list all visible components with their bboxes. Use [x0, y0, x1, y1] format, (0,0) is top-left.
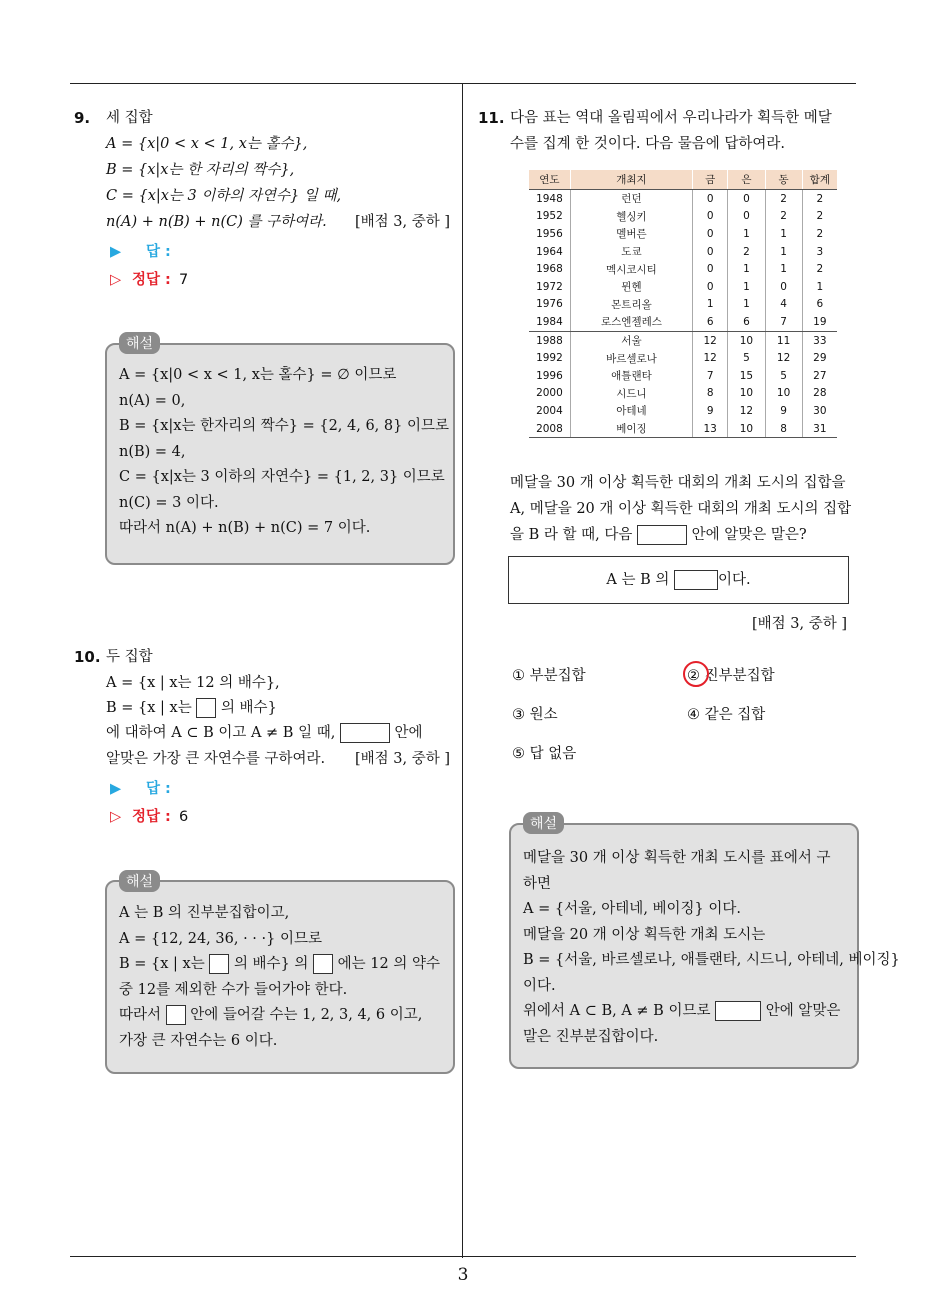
explanation-line: A = {서울, 아테네, 베이징} 이다.	[523, 901, 742, 917]
explanation-line: 하면	[523, 875, 552, 892]
table-cell: 1968	[536, 263, 563, 276]
table-cell: 29	[802, 349, 837, 367]
option-5[interactable]: ⑤ 답 없음	[512, 746, 577, 762]
medal-table	[529, 170, 837, 438]
table-row	[529, 420, 837, 438]
explanation-text: 따라서	[119, 1007, 162, 1023]
table-cell: 2008	[529, 420, 570, 438]
explanation-line: 중 12를 제외한 수가 들어가야 한다.	[119, 981, 348, 998]
explanation-text: 의 배수} 의	[233, 956, 309, 972]
table-cell: 0	[693, 260, 728, 278]
table-cell: 10	[728, 385, 765, 403]
table-cell: 0	[693, 190, 728, 208]
table-cell: 6	[802, 296, 837, 314]
table-cell: 1984	[529, 313, 570, 331]
table-cell: 도쿄	[570, 243, 692, 261]
explanation-line	[119, 952, 440, 978]
table-cell: 4	[765, 296, 802, 314]
statement-text: A 는 B 의	[606, 572, 670, 588]
blank-box	[674, 570, 718, 590]
explanation-line: C = {x|x는 3 이하의 자연수} = {1, 2, 3} 이므로	[119, 469, 445, 485]
table-cell: 11	[765, 331, 802, 349]
table-cell: 2004	[536, 404, 563, 417]
correct-marker-icon: ▷	[110, 809, 122, 825]
table-cell: 1	[728, 278, 765, 296]
table-cell: 1976	[536, 298, 563, 311]
explanation-line: 따라서 n(A) + n(B) + n(C) = 7 이다.	[119, 520, 371, 536]
table-cell: 28	[802, 385, 837, 403]
score-tag: [배점 3, 중하 ]	[355, 751, 451, 767]
table-cell: 31	[802, 420, 837, 438]
explanation-title: 해설	[119, 332, 160, 354]
table-cell: 1996	[536, 369, 563, 382]
table-cell: 로스엔젤레스	[570, 313, 692, 331]
table-row	[529, 313, 837, 331]
table-cell: 10	[728, 331, 765, 349]
table-cell: 1	[765, 260, 802, 278]
explanation-line: 메달을 30 개 이상 획득한 개최 도시를 표에서 구	[523, 850, 831, 866]
table-cell: 12	[765, 349, 802, 367]
table-cell: 0	[693, 208, 728, 226]
table-cell: 33	[802, 331, 837, 349]
table-cell: 6	[693, 313, 728, 331]
table-cell: 2	[802, 190, 837, 208]
table-cell: 12	[693, 331, 728, 349]
question-text: 메달을 30 개 이상 획득한 대회의 개최 도시의 집합을	[510, 475, 846, 491]
correct-marker-icon: ▷	[110, 272, 122, 288]
score-tag: [배점 3, 중하 ]	[355, 214, 451, 230]
statement-box	[508, 556, 849, 604]
correct-answer-label: 정답 :	[132, 809, 171, 825]
table-row	[529, 385, 837, 403]
table-cell: 2	[802, 260, 837, 278]
explanation-line: 말은 진부분집합이다.	[523, 1028, 659, 1045]
table-header: 은	[728, 170, 765, 190]
question-text: 수를 집계 한 것이다. 다음 물음에 답하여라.	[510, 136, 785, 152]
table-cell: 아테네	[570, 402, 692, 420]
explanation-text: 안에 들어갈 수는 1, 2, 3, 4, 6 이고,	[190, 1007, 423, 1023]
explanation-text: 에는 12 의 약수	[337, 956, 440, 972]
table-cell: 1	[728, 260, 765, 278]
table-cell: 2	[802, 225, 837, 243]
explanation-line	[119, 1003, 440, 1029]
table-cell: 2	[728, 243, 765, 261]
condition-text: 에 대하여 A ⊂ B 이고 A ≠ B 일 때,	[106, 725, 336, 741]
table-cell: 0	[765, 278, 802, 296]
condition-line	[106, 723, 423, 743]
question-number: 11.	[478, 109, 505, 127]
question-number: 10.	[74, 648, 101, 666]
table-cell: 1952	[536, 210, 563, 223]
answer-arrow-icon: ▶	[110, 781, 122, 797]
table-cell: 2	[765, 190, 802, 208]
table-cell: 헬싱키	[570, 208, 692, 226]
explanation-line: n(C) = 3 이다.	[119, 494, 219, 511]
table-row	[529, 208, 837, 226]
blank-box	[166, 1005, 186, 1025]
table-cell: 3	[802, 243, 837, 261]
question-text: 다음 표는 역대 올림픽에서 우리나라가 획득한 메달	[510, 110, 832, 126]
table-cell: 2	[802, 208, 837, 226]
set-a-definition: A = {x|0 < x < 1, x는 홀수},	[106, 136, 308, 152]
explanation-line	[523, 999, 900, 1025]
table-cell: 베이징	[570, 420, 692, 438]
table-cell: 7	[765, 313, 802, 331]
table-header: 동	[765, 170, 802, 190]
explanation-line: A = {x|0 < x < 1, x는 홀수} = ∅ 이므로	[119, 367, 397, 383]
table-row	[529, 402, 837, 420]
table-cell: 0	[693, 278, 728, 296]
table-cell: 12	[728, 402, 765, 420]
explanation-text: B = {x | x는	[119, 956, 205, 972]
explanation-lines	[119, 363, 449, 542]
set-b-definition: B = {x|x는 한 자리의 짝수},	[106, 162, 295, 178]
correct-answer-label: 정답 :	[132, 272, 171, 288]
table-cell: 10	[728, 420, 765, 438]
option-3[interactable]: ③ 원소	[512, 707, 558, 723]
table-cell: 13	[693, 420, 728, 438]
column-divider	[462, 83, 463, 1258]
table-cell: 9	[693, 402, 728, 420]
table-cell: 1	[728, 225, 765, 243]
table-row	[529, 243, 837, 261]
explanation-box	[105, 880, 455, 1074]
statement-text: 이다.	[717, 572, 751, 588]
table-cell: 10	[765, 385, 802, 403]
table-cell: 5	[765, 367, 802, 385]
table-header: 금	[693, 170, 728, 190]
top-rule	[70, 83, 856, 84]
explanation-line: 메달을 20 개 이상 획득한 개최 도시는	[523, 926, 766, 943]
table-cell: 15	[728, 367, 765, 385]
blank-box	[715, 1001, 761, 1021]
condition-suffix: 안에	[394, 725, 423, 741]
table-header: 개최지	[570, 170, 692, 190]
table-cell: 1972	[536, 280, 563, 293]
table-row	[529, 190, 837, 208]
set-a-definition: A = {x | x는 12 의 배수},	[106, 675, 280, 691]
answer-label: 답 :	[146, 244, 171, 260]
table-cell: 0	[693, 243, 728, 261]
question-number: 9.	[74, 109, 91, 127]
table-header: 연도	[529, 170, 570, 190]
explanation-line: 이다.	[523, 977, 556, 994]
explanation-box	[509, 823, 900, 1069]
table-cell: 몬트리올	[570, 296, 692, 314]
answer-label: 답 :	[146, 781, 171, 797]
set-b-definition	[106, 698, 277, 718]
table-cell: 2	[765, 208, 802, 226]
option-2[interactable]: ② 진부분집합	[687, 668, 775, 684]
table-cell: 0	[728, 208, 765, 226]
table-cell: 1956	[536, 227, 563, 240]
table-cell: 9	[765, 402, 802, 420]
table-cell: 27	[802, 367, 837, 385]
table-cell: 1	[693, 296, 728, 314]
table-row	[529, 367, 837, 385]
table-cell: 1	[728, 296, 765, 314]
table-row	[529, 225, 837, 243]
table-cell: 멕시코시티	[570, 260, 692, 278]
set-b-prefix: B = {x | x는	[106, 700, 192, 716]
question-text: A, 메달을 20 개 이상 획득한 대회의 개최 도시의 집합	[510, 501, 852, 517]
table-row	[529, 296, 837, 314]
table-cell: 8	[765, 420, 802, 438]
table-cell: 19	[802, 313, 837, 331]
table-cell: 1948	[536, 192, 563, 205]
table-cell: 서울	[570, 331, 692, 349]
table-cell: 런던	[570, 190, 692, 208]
table-cell: 30	[802, 402, 837, 420]
table-cell: 5	[728, 349, 765, 367]
table-cell: 뮌헨	[570, 278, 692, 296]
question-intro: 두 집합	[106, 649, 153, 665]
option-1[interactable]: ① 부분집합	[512, 668, 586, 684]
table-row	[529, 331, 837, 349]
table-cell: 8	[693, 385, 728, 403]
explanation-lines	[523, 846, 900, 1050]
question-intro: 세 집합	[106, 110, 153, 126]
correct-answer-value: 6	[179, 809, 189, 825]
explanation-title: 해설	[119, 870, 160, 892]
question-prompt: 알맞은 가장 큰 자연수를 구하여라.	[106, 751, 326, 767]
page-number: 3	[457, 1265, 469, 1285]
table-cell: 1	[802, 278, 837, 296]
table-cell: 0	[693, 225, 728, 243]
table-cell: 6	[728, 313, 765, 331]
table-row	[529, 260, 837, 278]
correct-answer-value: 7	[179, 272, 189, 288]
table-cell: 1988	[536, 334, 563, 347]
explanation-lines	[119, 901, 440, 1054]
set-b-suffix: 의 배수}	[220, 700, 277, 716]
answer-arrow-icon: ▶	[110, 244, 122, 260]
explanation-text: 안에 알맞은	[765, 1003, 841, 1019]
table-cell: 1992	[536, 352, 563, 365]
table-cell: 1964	[536, 245, 563, 258]
explanation-line: B = {서울, 바르셀로나, 애틀랜타, 시드니, 아테네, 베이징}	[523, 952, 900, 968]
explanation-line: A 는 B 의 진부분집합이고,	[119, 905, 290, 921]
set-c-definition: C = {x|x는 3 이하의 자연수} 일 때,	[106, 188, 342, 204]
explanation-title: 해설	[523, 812, 564, 834]
question-text	[510, 525, 807, 545]
blank-box	[209, 954, 229, 974]
table-header: 합계	[802, 170, 837, 190]
table-header-row	[529, 170, 837, 190]
explanation-line: A = {12, 24, 36, · · ·} 이므로	[119, 930, 322, 947]
table-cell: 바르셀로나	[570, 349, 692, 367]
table-cell: 0	[728, 190, 765, 208]
blank-box	[637, 525, 687, 545]
question-text-part: 을 B 라 할 때, 다음	[510, 527, 633, 543]
blank-box	[340, 723, 390, 743]
bottom-rule	[70, 1256, 856, 1257]
table-cell: 1	[765, 243, 802, 261]
table-cell: 7	[693, 367, 728, 385]
option-4[interactable]: ④ 같은 집합	[687, 707, 766, 723]
blank-box	[196, 698, 216, 718]
table-cell: 12	[693, 349, 728, 367]
table-row	[529, 349, 837, 367]
table-row	[529, 278, 837, 296]
blank-box	[313, 954, 333, 974]
explanation-line: n(B) = 4,	[119, 443, 186, 460]
selected-answer-circle-icon	[683, 661, 709, 687]
explanation-box	[105, 343, 455, 565]
table-cell: 애틀랜타	[570, 367, 692, 385]
explanation-line: n(A) = 0,	[119, 392, 186, 409]
table-cell: 시드니	[570, 385, 692, 403]
score-tag: [배점 3, 중하 ]	[752, 616, 848, 632]
table-cell: 멜버른	[570, 225, 692, 243]
explanation-line: 가장 큰 자연수는 6 이다.	[119, 1032, 278, 1049]
explanation-text: 위에서 A ⊂ B, A ≠ B 이므로	[523, 1003, 711, 1019]
explanation-line: B = {x|x는 한자리의 짝수} = {2, 4, 6, 8} 이므로	[119, 418, 449, 434]
table-cell: 1	[765, 225, 802, 243]
question-prompt: n(A) + n(B) + n(C) 를 구하여라.	[106, 214, 327, 230]
question-text-part: 안에 알맞은 말은?	[691, 527, 807, 543]
table-cell: 2000	[536, 387, 563, 400]
